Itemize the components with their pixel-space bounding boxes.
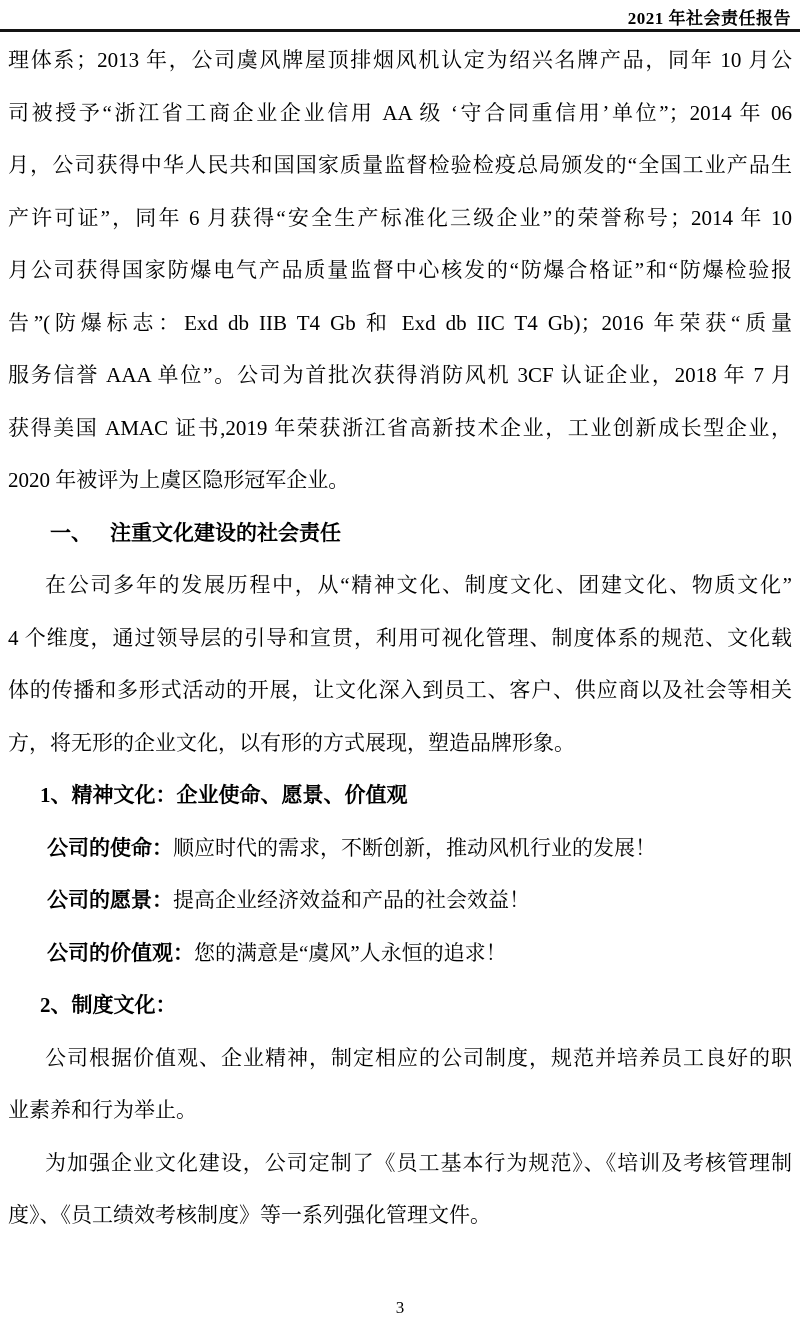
paragraph-line (8, 139, 792, 192)
paragraph-line (8, 297, 792, 350)
paragraph-line (8, 454, 792, 507)
statement-line (8, 927, 792, 980)
subsection-heading-line (8, 979, 792, 1032)
text-run: 提高企业经济效益和产品的社会效益！ (173, 888, 530, 912)
text-run: 公司根据价值观、企业精神，制定相应的公司制度，规范并培养员工良好的职 (45, 1045, 792, 1070)
paragraph-line (8, 612, 792, 665)
text-run: 公司的愿景： (47, 888, 173, 912)
text-run: 顺应时代的需求，不断创新，推动风机行业的发展！ (173, 835, 656, 860)
text-run: 方，将无形的企业文化，以有形的方式展现，塑造品牌形象。 (8, 730, 575, 755)
paragraph-line (8, 34, 792, 87)
text-run: 司被授予“浙江省工商企业企业信用 AA 级 ‘守合同重信用’单位”；2014 年 06 (8, 100, 792, 125)
text-run: 2020 年被评为上虞区隐形冠军企业。 (8, 468, 350, 492)
text-run: 月公司获得国家防爆电气产品质量监督中心核发的“防爆合格证”和“防爆检验报 (8, 258, 792, 282)
paragraph-line (8, 559, 792, 612)
text-run: 服务信誉 AAA 单位”。公司为首批次获得消防风机 3CF 认证企业，2018 年 7 月 (8, 363, 792, 387)
header-rule (0, 29, 800, 32)
paragraph-line (8, 192, 792, 245)
paragraph-line (8, 87, 792, 140)
text-run: 1、精神文化：企业使命、愿景、价值观 (40, 783, 408, 807)
text-run: 您的满意是“虞风”人永恒的追求！ (194, 940, 507, 965)
paragraph-line (8, 1084, 792, 1137)
section-heading-line (8, 507, 792, 560)
text-run: 产许可证”，同年 6 月获得“安全生产标准化三级企业”的荣誉称号；2014 年 10 (8, 205, 792, 230)
paragraph-line (8, 1032, 792, 1085)
subsection-heading-line (8, 769, 792, 822)
page-number: 3 (395, 1298, 405, 1317)
text-run: 度》、《员工绩效考核制度》等一系列强化管理文件。 (8, 1203, 491, 1227)
text-run: 理体系；2013 年，公司虞风牌屋顶排烟风机认定为绍兴名牌产品，同年 10 月公 (8, 48, 792, 72)
paragraph-line (8, 664, 792, 717)
paragraph-line (8, 1189, 792, 1242)
text-run: 业素养和行为举止。 (8, 1098, 197, 1122)
text-run: 告”(防爆标志：Exd db IIB T4 Gb 和 Exd db IIC T4 Gb)；2016 年荣获“质量 (8, 310, 792, 335)
text-run: 2、制度文化： (40, 993, 177, 1017)
document-body (0, 34, 800, 1242)
text-run: 公司的使命： (47, 835, 173, 860)
text-run: 注重文化建设的社会责任 (110, 520, 341, 545)
text-run: 体的传播和多形式活动的开展，让文化深入到员工、客户、供应商以及社会等相关 (8, 678, 792, 702)
paragraph-line (8, 717, 792, 770)
text-run: 为加强企业文化建设，公司定制了《员工基本行为规范》、《培训及考核管理制 (45, 1150, 792, 1175)
paragraph-line (8, 402, 792, 455)
statement-line (8, 822, 792, 875)
text-run: 获得美国 AMAC 证书,2019 年荣获浙江省高新技术企业，工业创新成长型企业， (8, 415, 792, 440)
text-run: 月，公司获得中华人民共和国国家质量监督检验检疫总局颁发的“全国工业产品生 (8, 153, 792, 177)
text-run: 公司的价值观： (47, 940, 194, 965)
text-run: 一、 (50, 520, 92, 545)
text-run: 4 个维度，通过领导层的引导和宣贯，利用可视化管理、制度体系的规范、文化载 (8, 625, 792, 650)
paragraph-line (8, 349, 792, 402)
statement-line (8, 874, 792, 927)
paragraph-line (8, 1137, 792, 1190)
paragraph-line (8, 244, 792, 297)
text-run: 在公司多年的发展历程中，从“精神文化、制度文化、团建文化、物质文化” (45, 573, 792, 597)
page-header-title: 2021 年社会责任报告 (627, 9, 791, 28)
